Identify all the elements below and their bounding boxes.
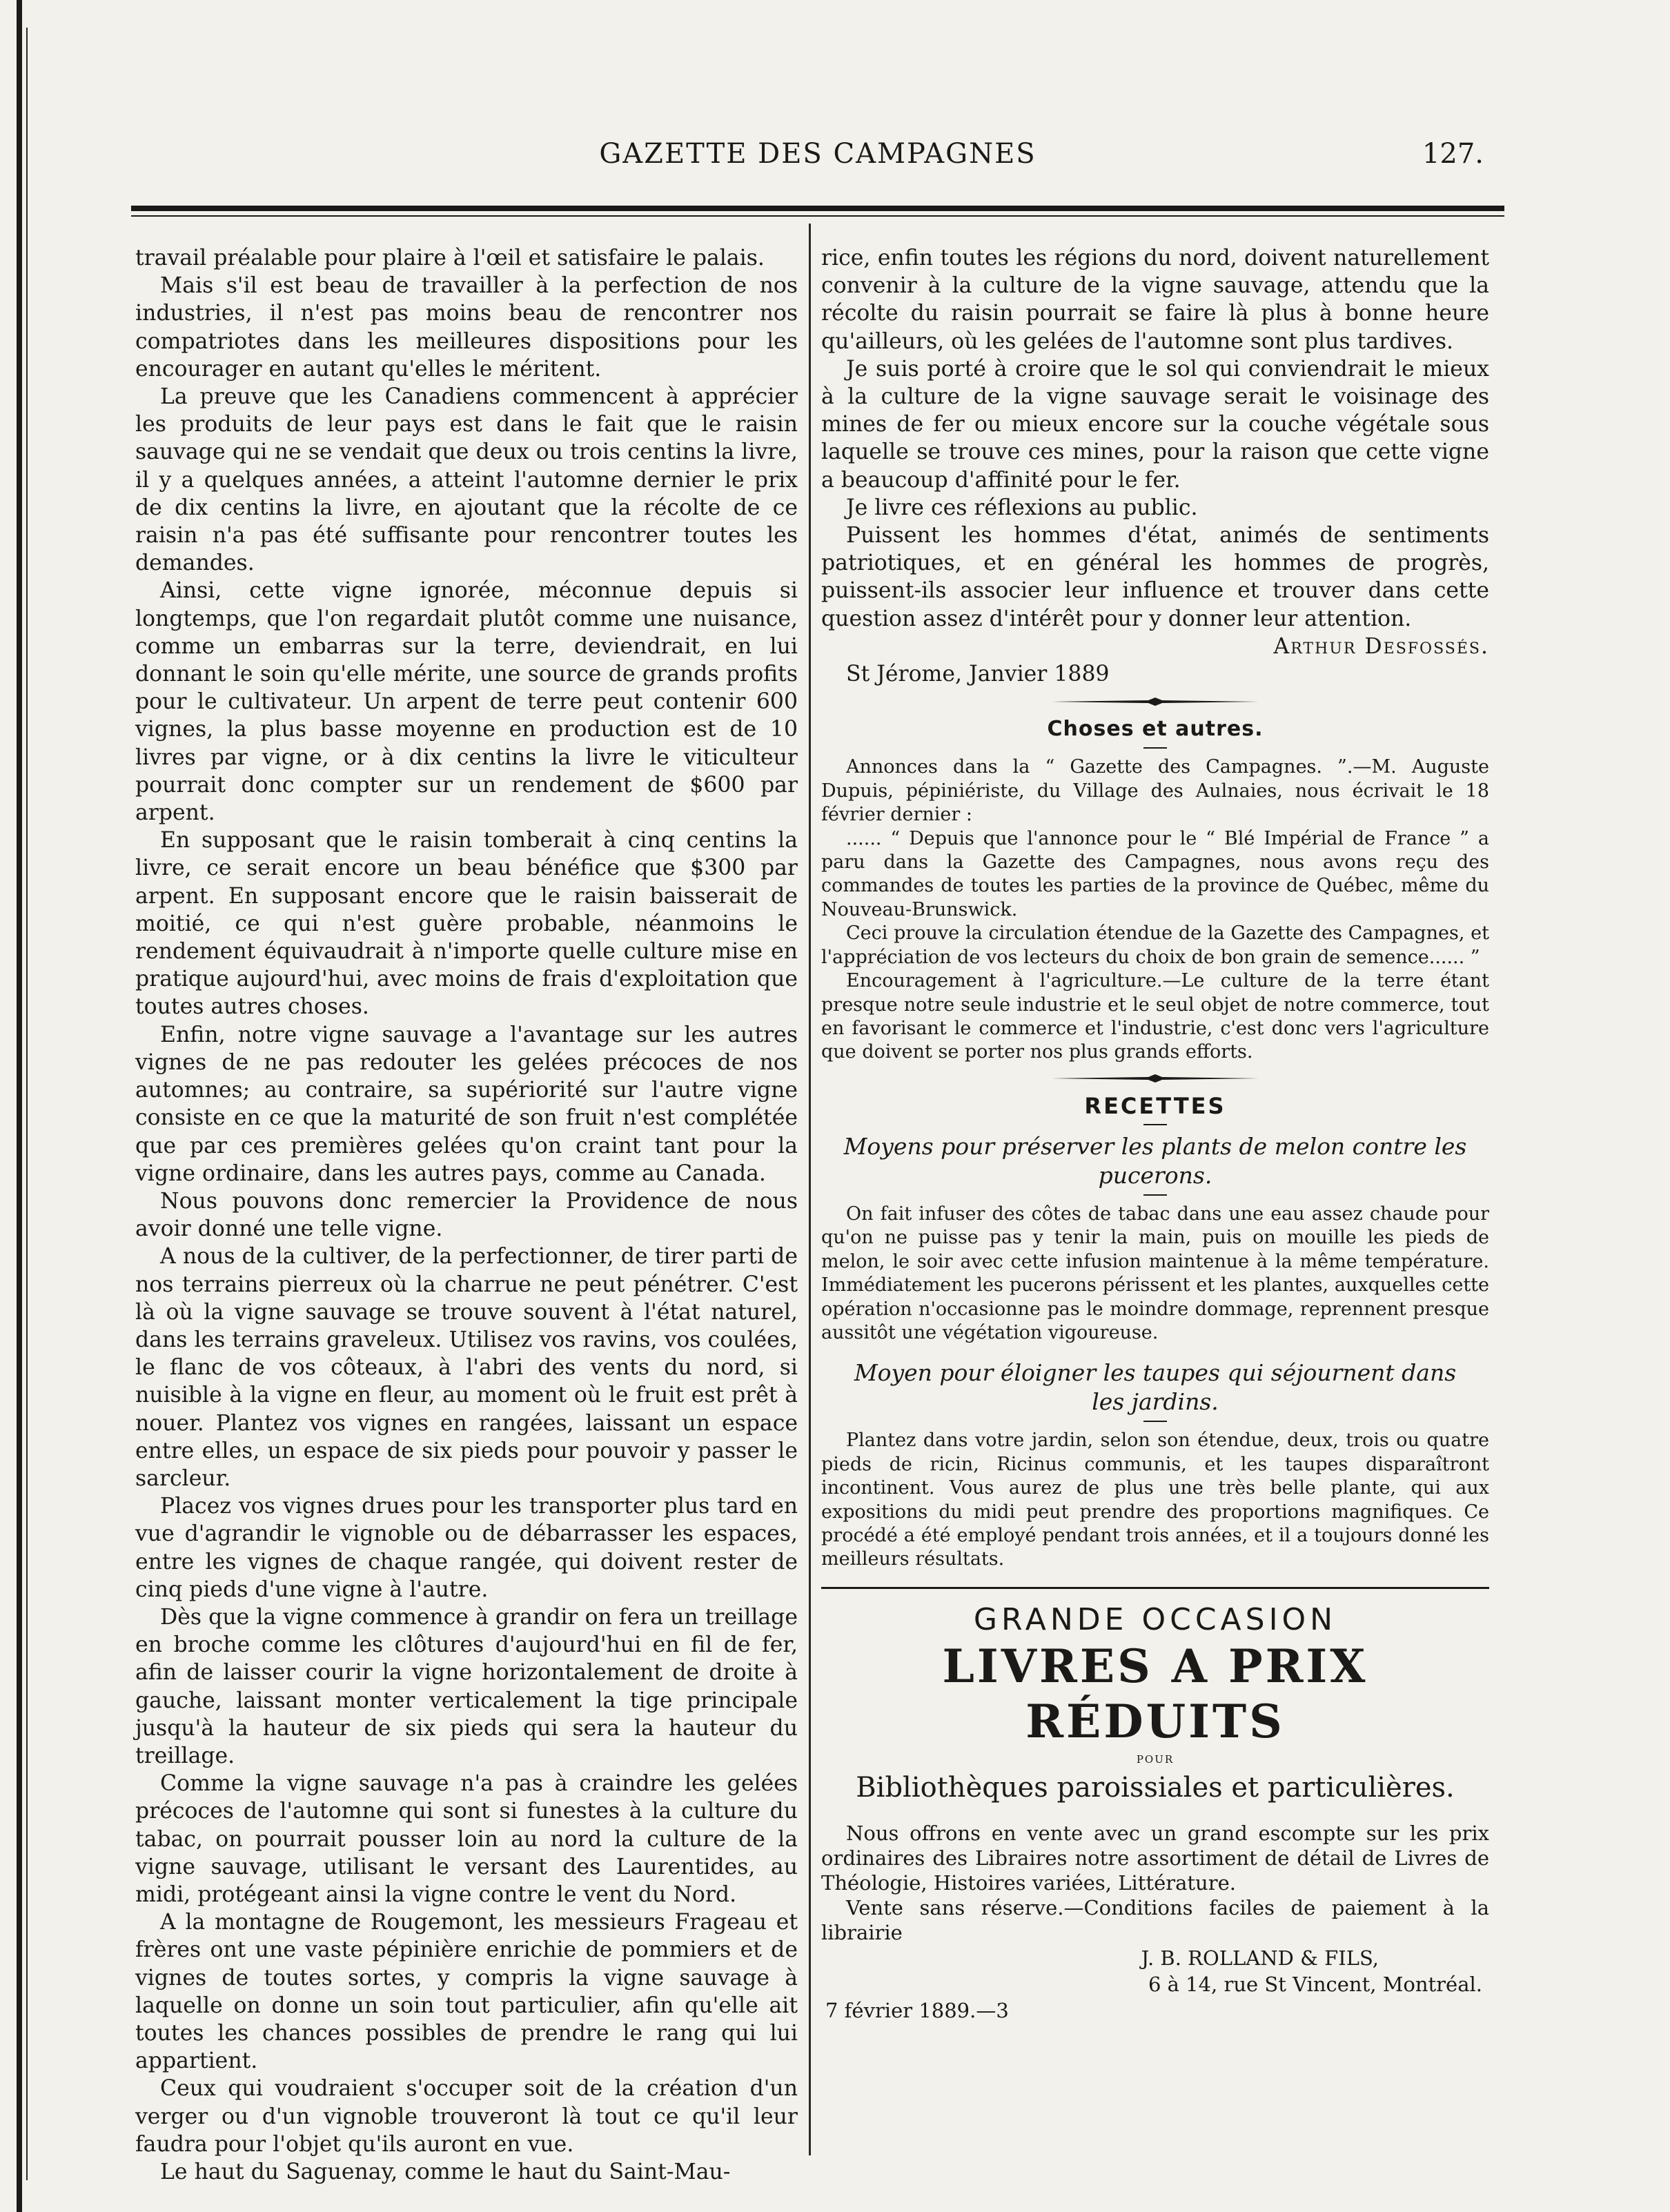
advert-body: Nous offrons en vente avec un grand escompte sur les prix ordinaires des Libraires notre assortiment de détail de Livres de Théologie, Histoires variées, Littérature. bbox=[821, 1821, 1489, 1895]
header-rule-thick bbox=[131, 206, 1504, 211]
column-divider bbox=[809, 224, 811, 2155]
advertisement bbox=[821, 1601, 1489, 2024]
paragraph: Puissent les hommes d'état, animés de sentiments patriotiques, et en général les hommes de progrès, puissent-ils associer leur influence et trouver dans cette question assez d'intérêt pour y donner leur attention. bbox=[821, 523, 1489, 631]
advert-subheading: Bibliothèques paroissiales et particulières. bbox=[856, 1771, 1455, 1804]
title-dash bbox=[1143, 1194, 1167, 1196]
paragraph: Ainsi, cette vigne ignorée, méconnue depuis si longtemps, que l'on regardait plutôt comme une nuisance, comme un embarras sur la terre, deviendrait, en lui donnant le soin qu'elle mérite, une source de grands profits pour le cultivateur. Un arpent de terre peut contenir 600 vignes, la plus basse moyenne en production est de 10 livres par vigne, or à dix centins la livre le viticulteur pourrait donc compter sur un rendement de $600 par arpent. bbox=[135, 578, 798, 826]
binding-edge-line bbox=[26, 28, 28, 2180]
paragraph: Encouragement à l'agriculture.—Le culture de la terre étant presque notre seule industrie et le seul objet de notre commerce, tout en favorisant le commerce et l'industrie, c'est donc vers l'agriculture que doivent se porter nos plus grands efforts. bbox=[821, 970, 1489, 1063]
paragraph: rice, enfin toutes les régions du nord, doivent naturellement convenir à la culture de la vigne sauvage, attendu que la récolte du raisin pourrait se faire là plus à bonne heure qu'ailleurs, où les gelées de l'automne sont plus tardives. bbox=[821, 246, 1489, 354]
paragraph: A la montagne de Rougemont, les messieurs Frageau et frères ont une vaste pépinière enrichie de pommiers et de vignes de toutes sortes, y compris la vigne sauvage à laquelle on donne un soin tout particulier, afin qu'elle ait toutes les chances possibles de prendre le rang qui lui appartient. bbox=[135, 1910, 798, 2074]
right-column bbox=[821, 244, 1489, 2024]
advert-reference: 7 février 1889.—3 bbox=[825, 1998, 1009, 2022]
paragraph: travail préalable pour plaire à l'œil et satisfaire le palais. bbox=[135, 246, 765, 270]
advert-body: Vente sans réserve.—Conditions faciles de paiement à la librairie bbox=[821, 1895, 1489, 1944]
recipe-body: On fait infuser des côtes de tabac dans une eau assez chaude pour qu'on ne puisse pas y tenir la main, puis on mouille les pieds de melon, le soir avec cette infusion maintenue à la même température. Immédiatement les pucerons périssent et les plantes, auxquelles cette opération n'occasionne pas le moindre dommage, reprennent presque aussitôt une végétation vigoureuse. bbox=[821, 1203, 1489, 1343]
recipe-body: Plantez dans votre jardin, selon son étendue, deux, trois ou quatre pieds de ricin, Ricinus communis, et les taupes disparaîtront incontinent. Vous aurez de plus une très belle plante, qui aux expositions du midi peut prendre des proportions magnifiques. Ce procédé a été employé pendant trois années, et il a toujours donné les meilleurs résultats. bbox=[821, 1430, 1489, 1570]
paragraph: Placez vos vignes drues pour les transporter plus tard en vue d'agrandir le vignoble ou de débarrasser les espaces, entre les vignes de chaque rangée, qui doivent rester de cinq pieds d'une vigne à l'autre. bbox=[135, 1494, 798, 1602]
running-title: GAZETTE DES CAMPAGNES bbox=[599, 138, 1037, 170]
paragraph: Le haut du Saguenay, comme le haut du Saint-Mau- bbox=[160, 2160, 731, 2185]
dateline: St Jérome, Janvier 1889 bbox=[846, 662, 1110, 687]
advert-pour: pour bbox=[1136, 1749, 1175, 1767]
paragraph: A nous de la cultiver, de la perfectionner, de tirer parti de nos terrains pierreux où la charrue ne peut pénétrer. C'est là où la vigne sauvage se trouve souvent à l'état naturel, dans les terrains graveleux. Utilisez vos ravins, vos coulées, le flanc de vos côteaux, à l'abri des vents du nord, si nuisible à la vigne en fleur, au moment où le fruit est prêt à nouer. Plantez vos vignes en rangées, laissant un espace entre elles, un espace de six pieds pour pouvoir y passer le sarcleur. bbox=[135, 1244, 798, 1491]
paragraph: Je suis porté à croire que le sol qui conviendrait le mieux à la culture de la vigne sauvage serait le voisinage des mines de fer ou mieux encore sur la couche végétale sous laquelle se trouve ces mines, pour la raison que cette vigne a beaucoup d'affinité pour le fer. bbox=[821, 356, 1489, 493]
section-ornament bbox=[821, 1074, 1489, 1085]
recipe-title: Moyen pour éloigner les taupes qui séjournent dans les jardins. bbox=[854, 1359, 1457, 1416]
page-header bbox=[138, 138, 1497, 179]
binding-edge bbox=[17, 0, 22, 2212]
paragraph: Mais s'il est beau de travailler à la perfection de nos industries, il n'est pas moins beau de rencontrer nos compatriotes dans les meilleures dispositions pour les encourager en autant qu'elles le méritent. bbox=[135, 273, 798, 382]
advert-firm: J. B. ROLLAND & FILS, bbox=[1141, 1946, 1379, 1970]
paragraph: Nous pouvons donc remercier la Providence de nous avoir donné une telle vigne. bbox=[135, 1188, 798, 1242]
paragraph: Dès que la vigne commence à grandir on fera un treillage en broche comme les clôtures d'aujourd'hui en fil de fer, afin de laisser courir la vigne horizontalement de droite à gauche, laissant monter verticalement la tige principale jusqu'à la hauteur de six pieds qui sera la hauteur du treillage. bbox=[135, 1604, 798, 1768]
recipe-title: Moyens pour préserver les plants de melon contre les pucerons. bbox=[843, 1132, 1467, 1189]
paragraph: En supposant que le raisin tomberait à cinq centins la livre, ce serait encore un beau bénéfice que $300 par arpent. En supposant encore que le raisin baisserait de moitié, ce qui n'est guère probable, néanmoins le rendement équivaudrait à n'importe quelle culture mise en pratique aujourd'hui, avec moins de frais d'exploitation que toutes autres choses. bbox=[135, 828, 798, 1020]
paragraph: Annonces dans la “ Gazette des Campagnes. ”.—M. Auguste Dupuis, pépiniériste, du Village des Aulnaies, nous écrivait le 18 février dernier : bbox=[821, 756, 1489, 826]
page-number: 127. bbox=[1422, 138, 1484, 170]
title-dash bbox=[1143, 747, 1167, 749]
section-title-choses: Choses et autres. bbox=[1047, 717, 1264, 742]
title-dash bbox=[1143, 1124, 1167, 1125]
advert-rule bbox=[821, 1587, 1489, 1589]
advert-address: 6 à 14, rue St Vincent, Montréal. bbox=[1148, 1972, 1482, 1996]
author-signature: Arthur Desfossés. bbox=[1273, 633, 1489, 659]
title-dash bbox=[1143, 1421, 1167, 1422]
choses-section bbox=[821, 756, 1489, 1064]
left-column bbox=[135, 244, 798, 2186]
paragraph: Ceux qui voudraient s'occuper soit de la création d'un verger ou d'un vignoble trouveront là tout ce qu'il leur faudra pour l'objet qu'ils auront en vue. bbox=[135, 2076, 798, 2157]
paragraph: Comme la vigne sauvage n'a pas à craindre les gelées précoces de l'automne qui sont si funestes à la culture du tabac, on pourrait pousser loin au nord la culture de la vigne sauvage, utilisant le versant des Laurentides, au midi, protégeant ainsi la vigne contre le vent du Nord. bbox=[135, 1771, 798, 1907]
paragraph: Enfin, notre vigne sauvage a l'avantage sur les autres vignes de ne pas redouter les gelées précoces de nos automnes; au contraire, sa supériorité sur l'autre vigne consiste en ce que la maturité de son fruit n'est complétée que par ces premières gelées qu'on craint tant pour la vigne ordinaire, dans les autres pays, comme au Canada. bbox=[135, 1022, 798, 1186]
paragraph: Je livre ces réflexions au public. bbox=[846, 495, 1198, 520]
section-ornament bbox=[821, 698, 1489, 709]
header-rule-thin bbox=[131, 215, 1504, 217]
advert-headline: LIVRES A PRIX RÉDUITS bbox=[942, 1639, 1368, 1748]
advert-heading: GRANDE OCCASION bbox=[973, 1601, 1337, 1637]
paragraph: La preuve que les Canadiens commencent à apprécier les produits de leur pays est dans le fait que le raisin sauvage qui ne se vendait que deux ou trois centins la livre, il y a quelques années, a atteint l'automne dernier le prix de dix centins la livre, en ajoutant que la récolte de ce raisin n'a pas été suffisante pour rencontrer toutes les demandes. bbox=[135, 384, 798, 576]
paragraph: ...... “ Depuis que l'annonce pour le “ Blé Impérial de France ” a paru dans la Gazette des Campagnes, nous avons reçu des commandes de toutes les parties de la province de Québec, même du Nouveau-Brunswick. bbox=[821, 827, 1489, 920]
paragraph: Ceci prouve la circulation étendue de la Gazette des Campagnes, et l'appréciation de vos lecteurs du choix de bon grain de semence...... ” bbox=[821, 922, 1489, 968]
section-title-recettes: RECETTES bbox=[1084, 1092, 1226, 1119]
